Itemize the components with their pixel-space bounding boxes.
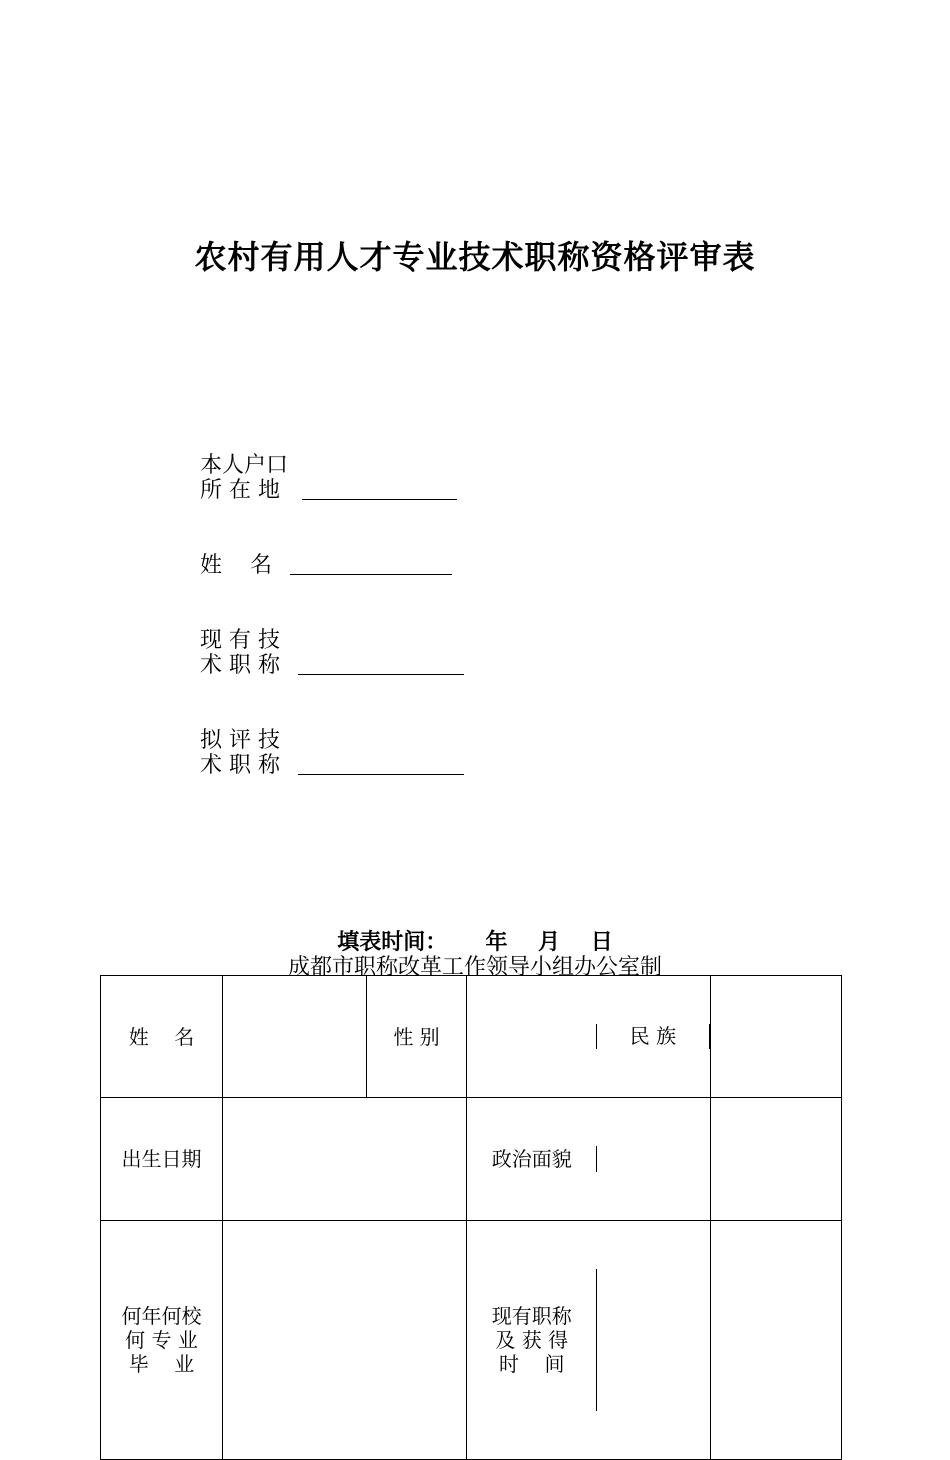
political-status-cell-label: 政治面貌	[467, 1146, 597, 1172]
birth-date-cell-label: 出生日期	[101, 1098, 223, 1221]
name-label: 姓 名	[200, 553, 272, 578]
gender-ethnicity-cell	[467, 976, 711, 1098]
current-title-time-cell-value-ext[interactable]	[711, 1221, 842, 1460]
current-title-label	[200, 628, 280, 678]
graduation-info-cell-value[interactable]	[223, 1221, 467, 1460]
proposed-title-label	[200, 728, 280, 778]
household-location-label	[200, 453, 288, 503]
political-status-cell	[467, 1098, 711, 1221]
current-title-label-line2: 术 职 称	[200, 653, 280, 678]
current-title-time-cell	[467, 1221, 711, 1460]
household-location-label-line1: 本人户口	[200, 453, 289, 478]
current-title-time-cell-value[interactable]	[597, 1269, 710, 1411]
political-status-cell-value[interactable]	[597, 1146, 710, 1172]
name-cell-value[interactable]	[223, 976, 367, 1098]
household-location-input-line[interactable]	[302, 499, 457, 500]
issuer: 成都市职称改革工作领导小组办公室制	[287, 955, 662, 980]
gender-cell-label: 性 别	[367, 976, 467, 1098]
name-cell-label: 姓 名	[101, 976, 223, 1098]
fill-date: 填表时间： 年 月 日	[337, 929, 613, 955]
gender-cell-value[interactable]	[467, 1024, 597, 1049]
page-title: 农村有用人才专业技术职称资格评审表	[194, 238, 756, 276]
current-title-time-cell-label: 现有职称 及 获 得 时 间	[467, 1269, 597, 1411]
proposed-title-label-line2: 术 职 称	[200, 753, 280, 778]
birth-date-cell-value[interactable]	[223, 1098, 467, 1221]
proposed-title-input-line[interactable]	[298, 774, 464, 775]
applicant-info-table	[100, 975, 842, 1460]
current-title-input-line[interactable]	[298, 674, 464, 675]
ethnicity-cell-value[interactable]	[711, 976, 842, 1098]
current-title-label-line1: 现 有 技	[200, 628, 280, 653]
political-status-cell-value-ext[interactable]	[711, 1098, 842, 1221]
ethnicity-cell-label: 民 族	[597, 1024, 710, 1049]
name-input-line[interactable]	[290, 574, 452, 575]
proposed-title-label-line1: 拟 评 技	[200, 728, 280, 753]
household-location-label-line2: 所 在 地	[200, 478, 280, 503]
graduation-info-cell-label: 何年何校 何 专 业 毕 业	[101, 1221, 223, 1460]
